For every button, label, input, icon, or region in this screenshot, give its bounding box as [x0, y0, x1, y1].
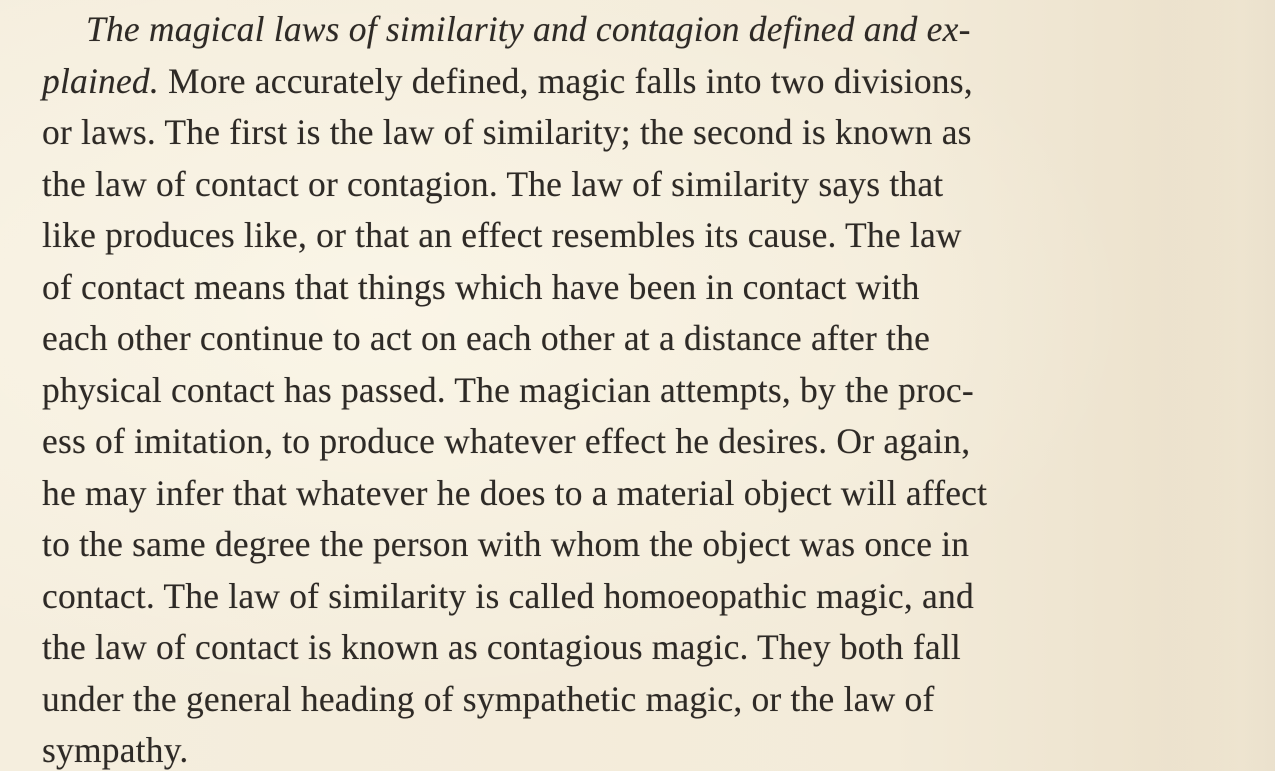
- text-line: of contact means that things which have been in contact with: [42, 266, 920, 307]
- section-heading-continued: plained.: [42, 60, 159, 101]
- text-line: physical contact has passed. The magician attempts, by the proc-: [42, 369, 974, 410]
- paragraph: [42, 4, 1275, 771]
- text-line: [42, 56, 1275, 108]
- text-line: he may infer that whatever he does to a material object will affect: [42, 472, 988, 513]
- text-line: ess of imitation, to produce whatever effect he desires. Or again,: [42, 421, 971, 461]
- section-heading: The magical laws of similarity and contagion defined and ex-: [86, 9, 971, 49]
- text-line: to the same degree the person with whom the object was once in: [42, 524, 970, 564]
- text-line: sympathy.: [42, 730, 189, 770]
- text-line: or laws. The first is the law of similarity; the second is known as: [42, 112, 972, 152]
- text-line: contact. The law of similarity is called homoeopathic magic, and: [42, 575, 974, 616]
- text-line: the law of contact or contagion. The law of similarity says that: [42, 163, 944, 204]
- text-line: under the general heading of sympathetic magic, or the law of: [42, 678, 935, 719]
- text-line-content: More accurately defined, magic falls into two divisions,: [158, 60, 973, 101]
- text-line: the law of contact is known as contagious magic. They both fall: [42, 627, 961, 667]
- text-line: like produces like, or that an effect resembles its cause. The law: [42, 215, 962, 255]
- text-line: each other continue to act on each other at a distance after the: [42, 318, 931, 358]
